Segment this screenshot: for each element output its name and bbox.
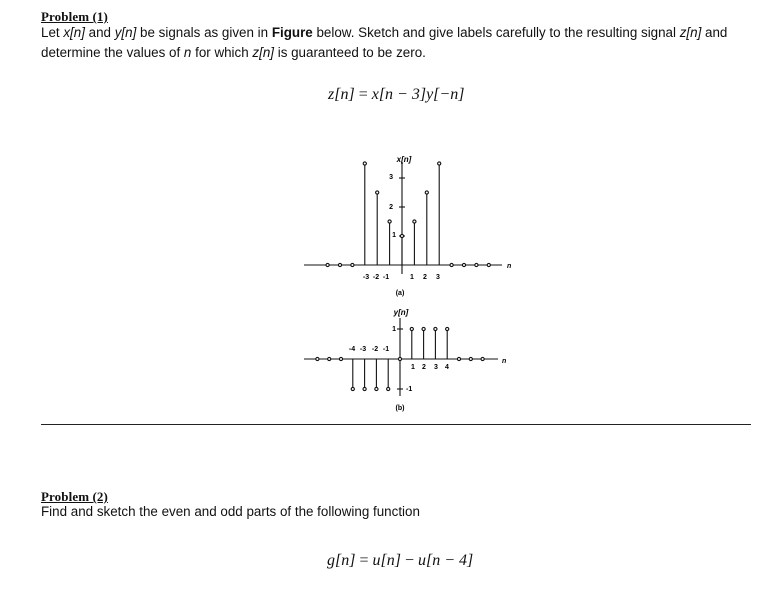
- eq-term-2: u[n − 4]: [417, 552, 474, 569]
- figure-a-sample-dot: [338, 263, 341, 266]
- statement-text: is guaranteed to be zero.: [274, 45, 426, 60]
- figure-b-sample-dot: [351, 387, 354, 390]
- section-divider: [41, 424, 751, 425]
- figure-a-xtick-3: 3: [436, 274, 440, 281]
- figure-a-ytick-1: 1: [392, 232, 396, 239]
- figure-a-caption: (a): [395, 290, 405, 297]
- statement-text: below. Sketch and give labels carefully to the resulting signal: [312, 25, 680, 40]
- figure-a-sample-dot: [376, 191, 379, 194]
- problem-2-equation: [327, 552, 473, 570]
- figure-b-xtick-neg2: -2: [371, 346, 379, 353]
- figure-a-stem-plot: [290, 148, 520, 300]
- eq-term-1: u[n]: [372, 552, 401, 569]
- figure-a-sample-dot: [326, 263, 329, 266]
- eq-lhs: g[n]: [327, 552, 356, 569]
- eq-minus: −: [400, 552, 418, 569]
- figure-b-xtick-4: 4: [445, 364, 449, 371]
- figure-a-xtick-neg3: -3: [362, 274, 370, 281]
- figure-b-xlabel: n: [502, 358, 507, 365]
- eq-term-2: y[−n]: [426, 86, 465, 103]
- signal-x: x[n]: [63, 25, 85, 40]
- figure-a-ylabel: x[n]: [396, 155, 412, 164]
- figure-b-sample-dot: [328, 357, 331, 360]
- figure-b-ylabel: y[n]: [393, 308, 409, 317]
- figure-a-sample-dot: [438, 162, 441, 165]
- figure-b-sample-dot: [457, 357, 460, 360]
- problem-1-statement: [41, 23, 741, 63]
- statement-text: for which: [191, 45, 253, 60]
- figure-b-sample-dot: [316, 357, 319, 360]
- figure-b-xtick-neg1: -1: [382, 346, 390, 353]
- figure-b-xtick-neg4: -4: [348, 346, 356, 353]
- figure-b-xtick-1: 1: [411, 364, 415, 371]
- figure-b-sample-dot: [422, 327, 425, 330]
- figure-b-stem-plot: [290, 300, 520, 418]
- figure-b-ytick-1: 1: [392, 326, 396, 333]
- figure-a-ytick-2: 2: [389, 204, 393, 211]
- figure-b-sample-dot: [469, 357, 472, 360]
- problem-2-statement: Find and sketch the even and odd parts of the following function: [41, 504, 420, 519]
- eq-term-1: x[n − 3]: [371, 86, 427, 103]
- figure-a-ytick-3: 3: [389, 174, 393, 181]
- figure-a-sample-dot: [413, 220, 416, 223]
- figure-b-sample-dot: [410, 327, 413, 330]
- figure-b-sample-dot: [387, 387, 390, 390]
- figure-b-sample-dot: [363, 387, 366, 390]
- figure-b-sample-dot: [398, 357, 401, 360]
- variable-n: n: [183, 45, 192, 60]
- statement-text: be signals as given in: [136, 25, 272, 40]
- signal-z: z[n]: [252, 45, 274, 60]
- figure-b-sample-dot: [481, 357, 484, 360]
- signal-z: z[n]: [679, 25, 702, 40]
- figure-b-xtick-3: 3: [434, 364, 438, 371]
- figure-word: Figure: [271, 25, 313, 40]
- figure-a-sample-dot: [363, 162, 366, 165]
- figure-a-sample-dot: [388, 220, 391, 223]
- figure-b-xtick-neg3: -3: [359, 346, 367, 353]
- problem-2-title: Problem (2): [41, 489, 108, 504]
- statement-text: and: [84, 25, 115, 40]
- statement-text: Let: [41, 25, 64, 40]
- figure-a-xtick-neg1: -1: [382, 274, 390, 281]
- figure-a-sample-dot: [462, 263, 465, 266]
- figure-a-sample-dot: [450, 263, 453, 266]
- figure-a-sample-dot: [351, 263, 354, 266]
- eq-equals: =: [354, 86, 372, 103]
- figure-b-sample-dot: [446, 327, 449, 330]
- figure-a-xlabel: n: [507, 263, 512, 270]
- figure-a-xtick-neg2: -2: [372, 274, 380, 281]
- problem-1-title: Problem (1): [41, 9, 108, 24]
- figure-b-sample-dot: [375, 387, 378, 390]
- figure-b-ytick-neg1: -1: [406, 386, 413, 393]
- signal-y: y[n]: [114, 25, 137, 40]
- figure-b-sample-dot: [339, 357, 342, 360]
- problem-1-equation: [328, 86, 464, 104]
- figure-b-sample-dot: [434, 327, 437, 330]
- figure-a-sample-dot: [425, 191, 428, 194]
- figure-a-xtick-1: 1: [410, 274, 414, 281]
- eq-equals: =: [355, 552, 373, 569]
- figure-a-sample-dot: [487, 263, 490, 266]
- statement-text: and determine the values of: [41, 25, 728, 60]
- eq-lhs: z[n]: [328, 86, 355, 103]
- figure-a-xtick-2: 2: [423, 274, 427, 281]
- figure-b-xtick-2: 2: [422, 364, 426, 371]
- figure-a-sample-dot: [475, 263, 478, 266]
- figure-a-sample-dot: [400, 234, 403, 237]
- figure-b-caption: (b): [395, 405, 405, 412]
